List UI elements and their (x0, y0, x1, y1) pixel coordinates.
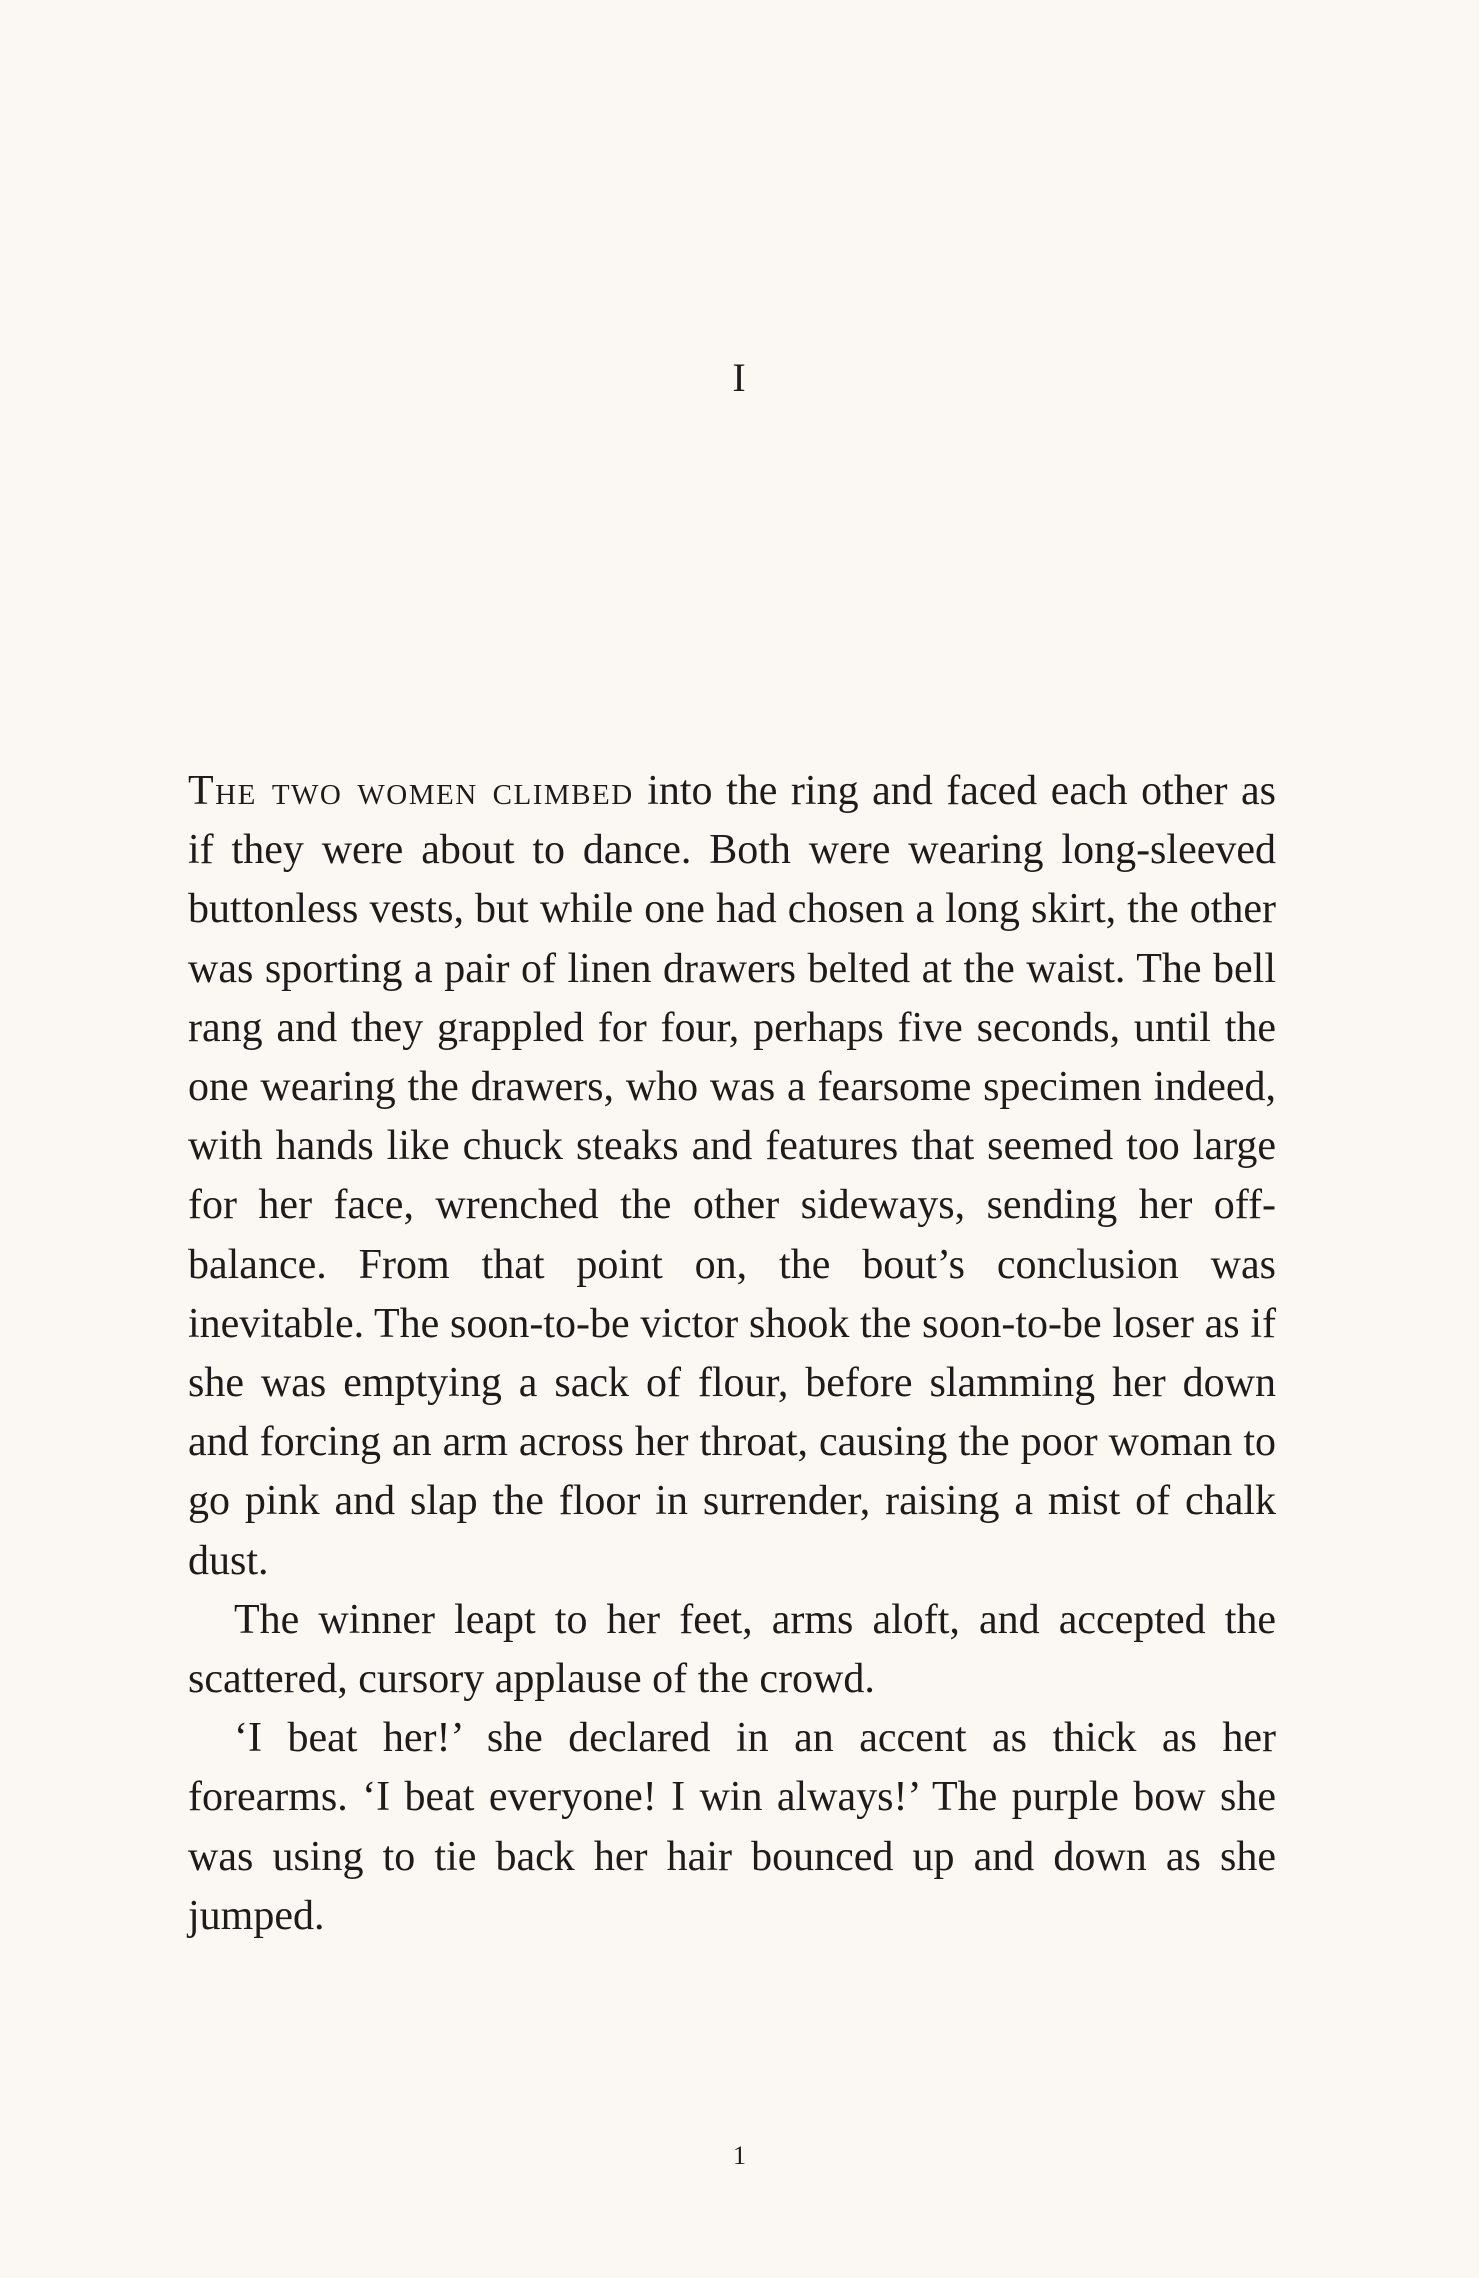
paragraph-1 (188, 762, 1276, 1591)
paragraph-2: The winner leapt to her feet, arms aloft, and accepted the scattered, cursory applause of the crowd. (188, 1596, 1276, 1703)
page-number: 1 (733, 2141, 746, 2170)
paragraph-1-text: into the ring and faced each other as if they were about to dance. Both were wearing long-sleeved buttonless vests, but while one had chosen a long skirt, the other was sporting a pair of linen drawers belted at the waist. The bell rang and they grappled for four, perhaps five seconds, until the one wearing the drawers, who was a fearsome specimen indeed, with hands like chuck steaks and features that seemed too large for her face, wrenched the other sideways, sending her off-balance. From that point on, the bout’s conclusion was inevitable. The soon-to-be victor shook the soon-to-be loser as if she was emptying a sack of flour, before slamming her down and forcing an arm across her throat, causing the poor woman to go pink and slap the floor in surrender, raising a mist of chalk dust. (188, 768, 1276, 1584)
opening-smallcaps: The two women climbed (188, 768, 634, 814)
paragraph-3: ‘I beat her!’ she declared in an accent as thick as her forearms. ‘I beat everyone! I win always!’ The purple bow she was using to tie back her hair bounced up and down as she jumped. (188, 1715, 1276, 1939)
chapter-body (188, 762, 1276, 1946)
chapter-number: I (732, 355, 747, 400)
